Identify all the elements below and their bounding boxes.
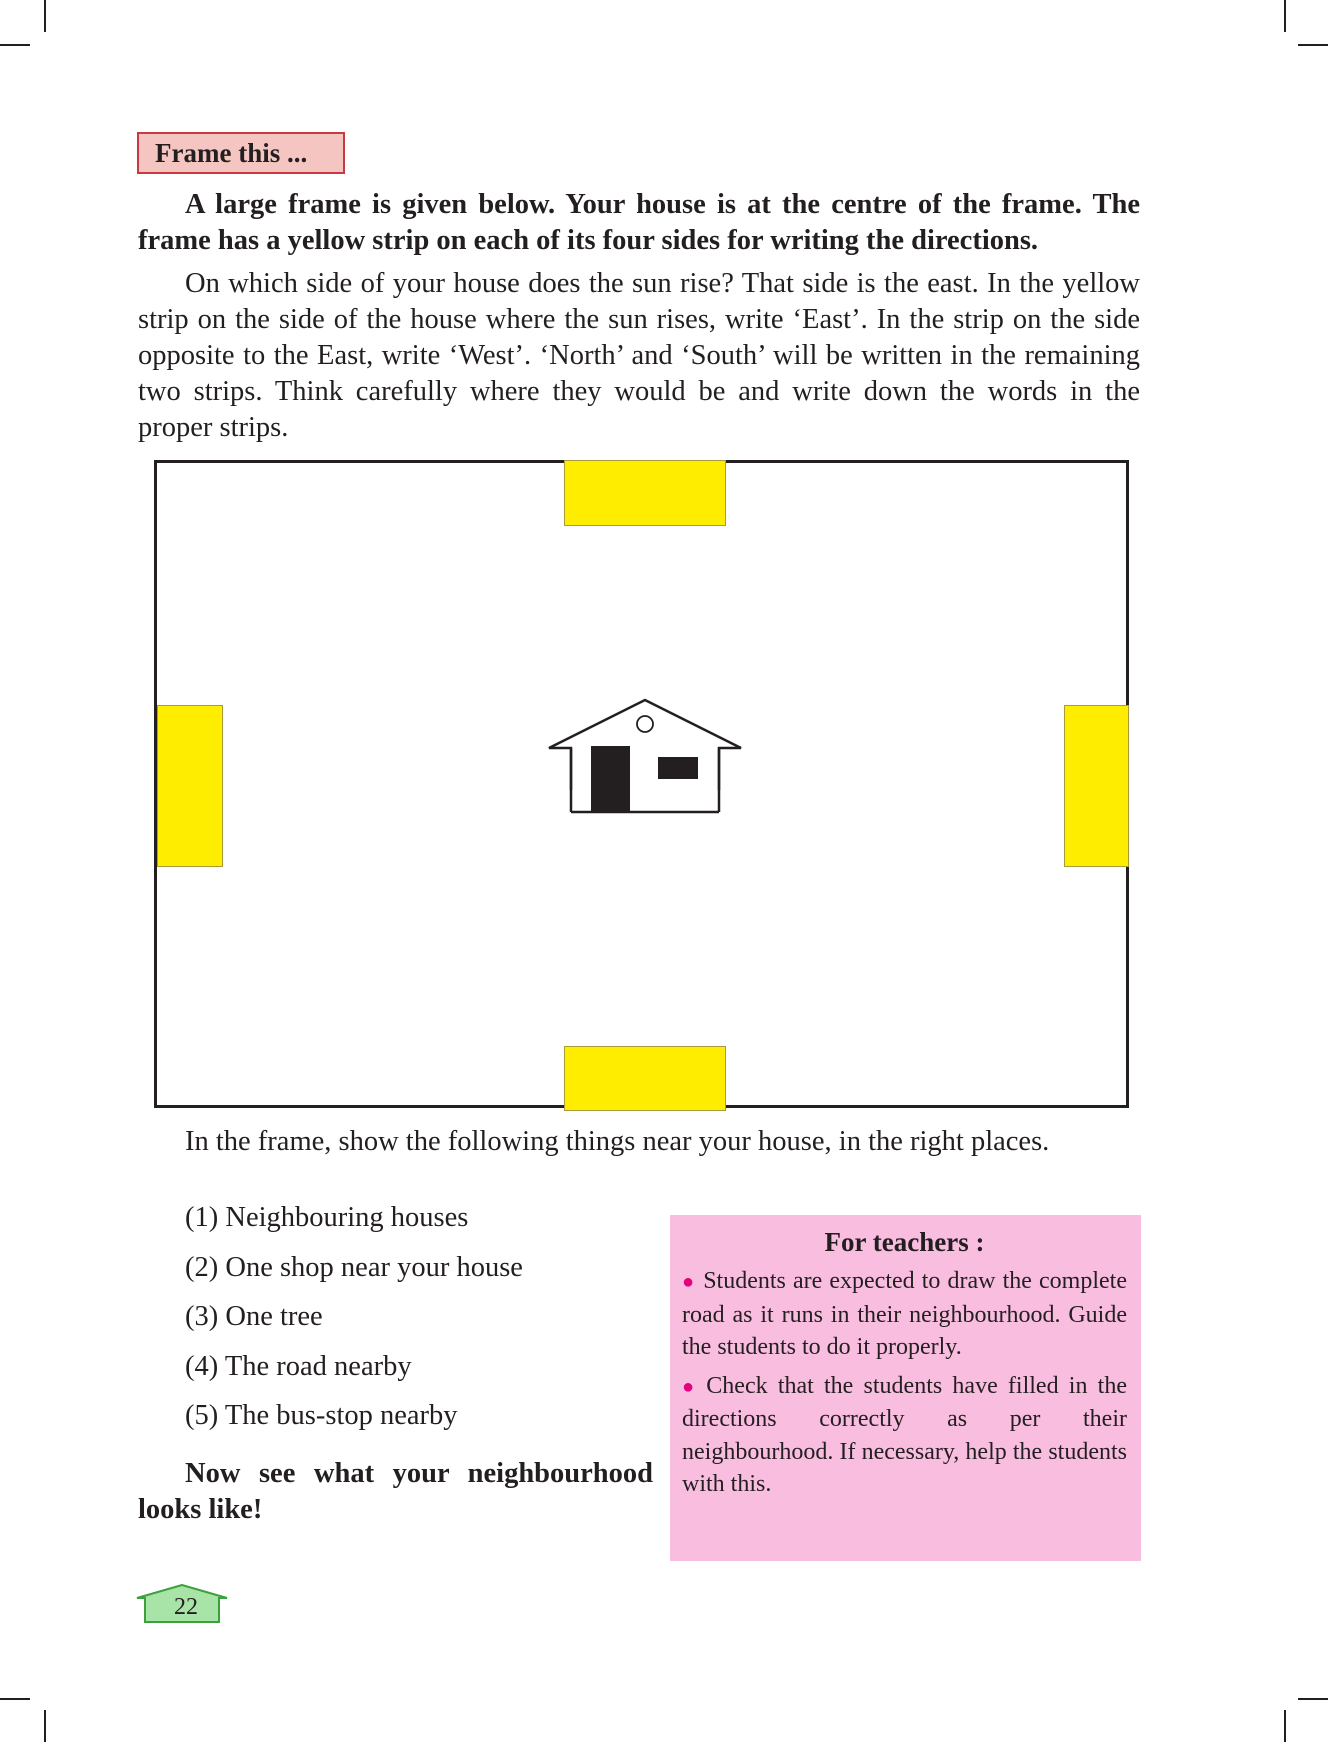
crop-mark-bottom-right-h bbox=[1298, 1698, 1328, 1700]
section-title: Frame this ... bbox=[137, 132, 345, 174]
crop-mark-top-left-h bbox=[0, 44, 30, 46]
bullet-icon: ● bbox=[682, 1375, 699, 1398]
strip-left bbox=[157, 705, 223, 867]
frame-instruction: In the frame, show the following things near your house, in the right places. bbox=[185, 1126, 1050, 1157]
list-item: (5) The bus-stop nearby bbox=[185, 1400, 458, 1431]
crop-mark-top-left bbox=[44, 0, 46, 32]
strip-top bbox=[564, 460, 726, 526]
crop-mark-top-right-h bbox=[1298, 44, 1328, 46]
strip-bottom bbox=[564, 1046, 726, 1111]
teachers-note-bullet-text: Check that the students have filled in the directions correctly as per their neighbourhood. If necessary, help the students with this. bbox=[682, 1372, 1127, 1497]
teachers-note-title: For teachers : bbox=[824, 1227, 985, 1257]
crop-mark-top-right bbox=[1284, 0, 1286, 32]
house-icon bbox=[545, 698, 745, 815]
strip-right bbox=[1064, 705, 1129, 867]
teachers-note-bullet bbox=[682, 1370, 1127, 1501]
intro-bold-paragraph: A large frame is given below. Your house is at the centre of the frame. The frame has a yellow strip on each of its four sides for writing the directions. bbox=[138, 189, 1140, 256]
direction-frame bbox=[154, 460, 1129, 1108]
closing-text: Now see what your neighbourhood looks like! bbox=[138, 1458, 653, 1525]
teachers-note bbox=[670, 1215, 1141, 1561]
things-list bbox=[185, 1200, 523, 1448]
crop-mark-bottom-left bbox=[44, 1710, 46, 1742]
crop-mark-bottom-left-h bbox=[0, 1698, 30, 1700]
intro-paragraph: On which side of your house does the sun rise? That side is the east. In the yellow strip on the side of the house where the sun rises, write ‘East’. In the strip on the side opposite to the East, write ‘West’. ‘North’ and ‘South’ will be written in the remaining two strips. Think carefully where they would be and write down the words in the proper strips. bbox=[138, 268, 1140, 443]
list-item: (3) One tree bbox=[185, 1301, 323, 1332]
crop-mark-bottom-right bbox=[1284, 1710, 1286, 1742]
page-number: 22 bbox=[174, 1594, 198, 1620]
list-item: (4) The road nearby bbox=[185, 1350, 412, 1382]
teachers-note-bullet-text: Students are expected to draw the complete road as it runs in their neighbourhood. Guide the students to do it properly. bbox=[682, 1268, 1127, 1360]
bullet-icon: ● bbox=[682, 1271, 696, 1293]
list-item: (2) One shop near your house bbox=[185, 1251, 523, 1283]
teachers-note-bullet bbox=[682, 1265, 1127, 1364]
list-item: (1) Neighbouring houses bbox=[185, 1202, 469, 1233]
